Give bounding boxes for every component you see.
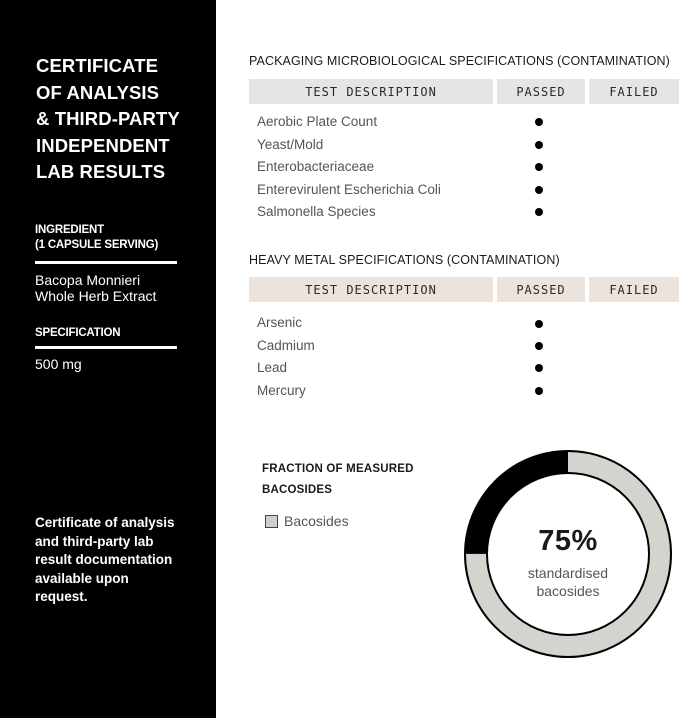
legend (265, 513, 349, 529)
metal-row-label: Mercury (257, 383, 306, 398)
passed-dot (535, 342, 543, 350)
passed-dot (535, 208, 543, 216)
fraction-title-line: FRACTION OF MEASURED (262, 463, 414, 475)
metal-header-passed: PASSED (497, 277, 585, 302)
micro-header-test-description: TEST DESCRIPTION (249, 79, 493, 104)
legend-label: Bacosides (284, 513, 349, 529)
note-line: request. (35, 589, 88, 604)
passed-dot (535, 364, 543, 372)
availability-note (35, 514, 205, 607)
metal-row-label: Arsenic (257, 315, 303, 330)
micro-row-label: Enterobacteriaceae (257, 159, 375, 174)
fraction-title-line: BACOSIDES (262, 483, 333, 496)
note-line: and third-party lab (35, 533, 154, 549)
sidebar-title (36, 53, 211, 186)
ingredient-label-line: (1 CAPSULE SERVING) (35, 239, 159, 251)
specification-value: 500 mg (35, 356, 82, 372)
passed-dot (535, 141, 543, 149)
note-line: Certificate of analysis (35, 515, 175, 530)
percent-subtitle-line: standardised (527, 565, 609, 581)
percent-value: 75% (538, 525, 598, 557)
title-line: OF ANALYSIS (36, 81, 160, 103)
fraction-title (262, 459, 442, 500)
note-line: available upon (35, 570, 129, 586)
sidebar (0, 0, 216, 718)
micro-row-label: Aerobic Plate Count (257, 114, 378, 129)
passed-dot (535, 387, 543, 395)
divider (35, 261, 177, 264)
specification-label: SPECIFICATION (35, 327, 121, 339)
metal-header-test-description: TEST DESCRIPTION (249, 277, 493, 302)
micro-header-failed: FAILED (589, 79, 679, 104)
micro-header-passed: PASSED (497, 79, 585, 104)
passed-dot (535, 186, 543, 194)
metal-row-label: Cadmium (257, 338, 315, 353)
percent-subtitle (464, 564, 672, 600)
ingredient-value-line: Bacopa Monnieri (35, 272, 141, 288)
metal-header-failed: FAILED (589, 277, 679, 302)
ingredient-label (35, 223, 158, 253)
title-line: CERTIFICATE (36, 55, 159, 76)
ingredient-value (35, 272, 156, 304)
metal-section-title: HEAVY METAL SPECIFICATIONS (CONTAMINATION) (249, 253, 560, 267)
donut-center-label (464, 525, 672, 600)
title-line: INDEPENDENT (36, 134, 170, 156)
divider (35, 346, 177, 349)
title-line: LAB RESULTS (36, 161, 166, 182)
percent-subtitle-line: bacosides (536, 583, 600, 599)
micro-row-label: Yeast/Mold (257, 137, 324, 152)
metal-row-label: Lead (257, 360, 288, 375)
note-line: result documentation (35, 552, 173, 567)
title-line: & THIRD-PARTY (36, 108, 180, 129)
legend-swatch (265, 515, 278, 528)
micro-section-title: PACKAGING MICROBIOLOGICAL SPECIFICATIONS (CONTAMINATION) (249, 54, 670, 68)
micro-row-label: Enterevirulent Escherichia Coli (257, 182, 441, 197)
micro-row-label: Salmonella Species (257, 204, 376, 219)
ingredient-label-line: INGREDIENT (35, 224, 104, 236)
passed-dot (535, 320, 543, 328)
passed-dot (535, 163, 543, 171)
passed-dot (535, 118, 543, 126)
ingredient-value-line: Whole Herb Extract (35, 288, 157, 304)
